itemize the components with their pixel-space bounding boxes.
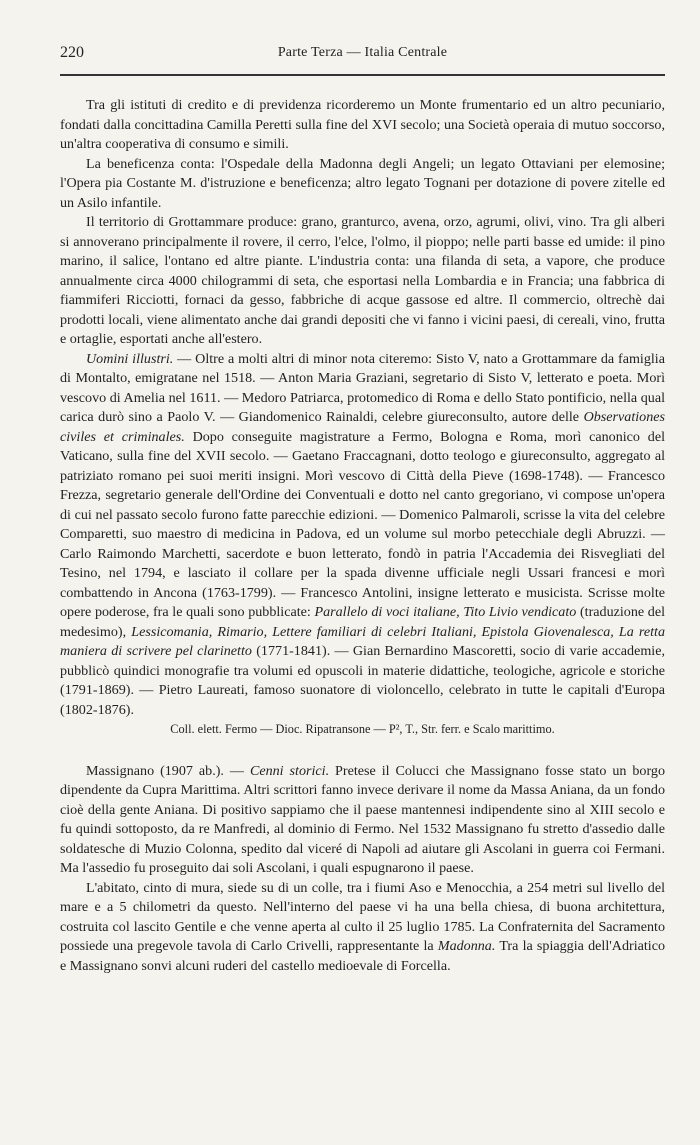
running-head: Parte Terza — Italia Centrale (277, 45, 448, 60)
page-header (60, 44, 665, 68)
paragraph-territory: Il territorio di Grottammare produce: grano, granturco, avena, orzo, agrumi, olivi, vino. Tra gli alberi si annoverano principalmente il rovere, il cerro, l'elce, l'olmo, il pioppo; nelle parti basse ed umide: il pino marino, il salice, l'ontano ed altre piante. L'industria conta: una filanda di seta, a vapore, che produce annualmente circa 4000 chilogrammi di seta, che esportasi nella Lombardia e in Francia; una fabbrica di fiammiferi Ricciotti, fornaci da gesso, fabbriche di acque gassose ed altre. Il commercio, oltrechè dai prodotti locali, viene alimentato anche dai grandi depositi che vi fanno i vicini paesi, di cereali, vino, frutta e ortaglie, esportati anche all'estero. (60, 214, 665, 347)
header-rule (60, 74, 665, 76)
text-run: (1771-1841). — Gian Bernardino Mascoretti, socio di varie accademie, pubblicò quindici monografie tra volumi ed opuscoli in materie didattiche, teologiche, agricole e storiche (1791-1869). — Pietro Laureati, famoso suonatore di violoncello, celebrato in tutte le capitali d'Europa (1802-1876). (60, 643, 665, 718)
paragraph-massignano-history (60, 762, 665, 879)
text-run: Pretese il Colucci che Massignano fosse stato un borgo dipendente da Cupra Marittima. Altri scrittori fanno invece derivare il nome da Massa Aniana, da un fondo cioè della gente Aniana. Di positivo sappiamo che il paese mantennesi indipendente sino al XIII secolo e fu quindi sottoposto, da re Manfredi, al dominio di Fermo. Nel 1532 Massignano fu stretto d'assedio dalle soldatesche di Muzio Colonna, spedito dal viceré di Napoli ad aiutare gli Ascolani in guerra coi Fermani. Ma l'assedio fu proseguito dai soli Ascolani, i quali espugnarono il paese. (60, 762, 666, 876)
section-gap (60, 740, 665, 762)
paragraph-credit-institutes: Tra gli istituti di credito e di previdenza ricorderemo un Monte frumentario ed un altro pecuniario, fondati dalla concittadina Camilla Peretti sulla fine del XVI secolo; una Società operaia di mutuo soccorso, un'altra cooperativa di consumo e simili. (60, 97, 665, 152)
paragraph-massignano-town (60, 879, 665, 977)
italic-title: Lessicomania, Rimario, Lettere familiari di celebri Italiani, Epistola Giovenalesca, La retta maniera di scrivere pel clarinetto (60, 623, 666, 659)
section-heading-uomini-illustri: Uomini illustri. (86, 350, 174, 367)
paragraph-charity: La beneficenza conta: l'Ospedale della Madonna degli Angeli; un legato Ottaviani per elemosine; l'Opera pia Costante M. d'istruzione e beneficenza; altro legato Tognani per dotazione di povere zitelle ed un Asilo infantile. (60, 155, 665, 211)
text-run: Tra la spiaggia dell'Adriatico e Massignano sonvi alcuni ruderi del castello medioevale di Forcella. (60, 938, 665, 974)
section-heading-cenni-storici: Cenni storici. (249, 762, 330, 779)
administrative-note: Coll. elett. Fermo — Dioc. Ripatransone — P², T., Str. ferr. e Scalo marittimo. (170, 722, 555, 736)
text-run: L'abitato, cinto di mura, siede su di un colle, tra i fiumi Aso e Menocchia, a 254 metri sul livello del mare e a 5 chilometri da questo. Nell'interno del paese vi ha una bella chiesa, di buona architettura, costruita col lascito Gentile e che venne aperta al culto il 25 luglio 1785. La Confraternita del Sacramento possiede una pregevole tavola di Carlo Crivelli, rappresentante la (60, 879, 665, 954)
italic-title: Observationes civiles et criminales. (60, 409, 665, 445)
text-run: (traduzione del medesimo), (60, 604, 665, 640)
text-run: Dopo conseguite magistrature a Fermo, Bologna e Roma, morì canonico del Vaticano, sulla fine del XVII secolo. — Gaetano Fraccagnani, dotto teologo e giureconsulto, aggregato al patriziato romano pei suoi meriti insigni. Morì vescovo di Città della Pieve (1698-1748). — Francesco Frezza, segretario generale dell'Ordine dei Conventuali e dotto nel canto gregoriano, vi compose un'opera di cui nel passato secolo furono fatte parecchie edizioni. — Domenico Palmaroli, scrisse la vita del celebre Comparetti, suo maestro di medicina in Padova, ed un volume sul morbo petecchiale degli Abruzzi. — Carlo Raimondo Marchetti, sacerdote e buon letterato, fondò in patria l'Accademia dei Risvegliati del Tesino, nel 1794, e lasciato il collare per la spada divenne ufficiale negli Ussari francesi e morì combattendo in Ancona (1763-1799). — Francesco Antolini, insigne letterato e musicista. Scrisse molte opere poderose, fra le quali sono pubblicate: (60, 428, 665, 620)
paragraph-illustrious-men (60, 350, 665, 721)
text-run: — Oltre a molti altri di minor nota citeremo: Sisto V, nato a Grottammare da famiglia di Montalto, emigratane nel 1518. — Anton Maria Graziani, segretario di Sisto V, letterato e poeta. Morì vescovo di Amelia nel 1611. — Medoro Patriarca, protomedico di Roma e dello Stato pontificio, nella qual carica durò sino a Paolo V. — Giandomenico Rainaldi, celebre giureconsulto, autore delle (60, 350, 665, 425)
page-number: 220 (60, 44, 84, 61)
italic-title: Madonna. (437, 938, 496, 954)
italic-title: Parallelo di voci italiane, Tito Livio vendicato (314, 604, 577, 620)
page-body (60, 96, 665, 976)
text-run: Massignano (1907 ab.). — (86, 762, 250, 779)
